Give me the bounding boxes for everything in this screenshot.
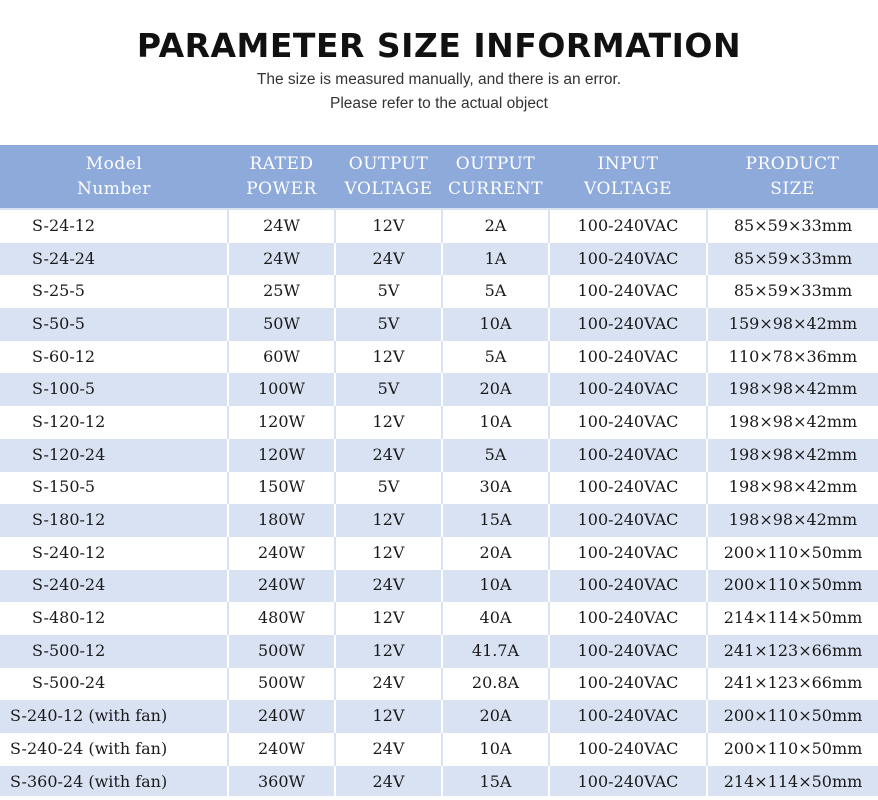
output-voltage-cell: 12V <box>335 634 442 667</box>
output-voltage-cell: 12V <box>335 699 442 732</box>
output-voltage-cell: 12V <box>335 503 442 536</box>
input-voltage-cell: 100-240VAC <box>549 372 707 405</box>
table-row <box>0 471 878 504</box>
input-voltage-cell: 100-240VAC <box>549 667 707 700</box>
page-title: PARAMETER SIZE INFORMATION <box>136 26 742 65</box>
input-voltage-cell: 100-240VAC <box>549 634 707 667</box>
model-cell: S-120-12 <box>0 405 228 438</box>
product-size-cell: 198×98×42mm <box>707 471 878 504</box>
table-row <box>0 274 878 307</box>
input-voltage-cell: 100-240VAC <box>549 274 707 307</box>
model-cell: S-100-5 <box>0 372 228 405</box>
model-cell: S-480-12 <box>0 601 228 634</box>
product-size-cell: 214×114×50mm <box>707 765 878 797</box>
input-voltage-cell: 100-240VAC <box>549 536 707 569</box>
subtitle-line-1: The size is measured manually, and there is an error. <box>256 71 622 88</box>
output-voltage-cell: 24V <box>335 569 442 602</box>
rated-power-cell: 500W <box>228 634 335 667</box>
input-voltage-cell: 100-240VAC <box>549 699 707 732</box>
table-row <box>0 372 878 405</box>
product-size-cell: 85×59×33mm <box>707 242 878 275</box>
rated-power-cell: 120W <box>228 438 335 471</box>
output-voltage-cell: 5V <box>335 274 442 307</box>
model-cell: S-360-24 (with fan) <box>0 765 228 797</box>
model-cell: S-120-24 <box>0 438 228 471</box>
output-current-cell: 5A <box>442 274 549 307</box>
table-row <box>0 569 878 602</box>
table-row <box>0 765 878 797</box>
output-current-cell: 20.8A <box>442 667 549 700</box>
product-size-cell: 198×98×42mm <box>707 372 878 405</box>
product-size-cell: 198×98×42mm <box>707 405 878 438</box>
rated-power-cell: 500W <box>228 667 335 700</box>
table-row <box>0 732 878 765</box>
rated-power-cell: 25W <box>228 274 335 307</box>
model-cell: S-240-24 (with fan) <box>0 732 228 765</box>
input-voltage-cell: 100-240VAC <box>549 405 707 438</box>
output-current-cell: 5A <box>442 340 549 373</box>
output-current-cell: 30A <box>442 471 549 504</box>
model-cell: S-60-12 <box>0 340 228 373</box>
output-current-cell: 5A <box>442 438 549 471</box>
output-voltage-cell: 24V <box>335 667 442 700</box>
rated-power-cell: 180W <box>228 503 335 536</box>
model-cell: S-240-12 (with fan) <box>0 699 228 732</box>
model-cell: S-50-5 <box>0 307 228 340</box>
output-current-cell: 40A <box>442 601 549 634</box>
rated-power-cell: 120W <box>228 405 335 438</box>
parameter-table <box>0 145 878 796</box>
table-row <box>0 307 878 340</box>
rated-power-cell: 150W <box>228 471 335 504</box>
model-cell: S-24-12 <box>0 209 228 242</box>
product-size-cell: 198×98×42mm <box>707 503 878 536</box>
output-voltage-cell: 5V <box>335 372 442 405</box>
output-voltage-cell: 12V <box>335 340 442 373</box>
output-current-cell: 10A <box>442 569 549 602</box>
output-current-cell: 41.7A <box>442 634 549 667</box>
model-cell: S-500-24 <box>0 667 228 700</box>
input-voltage-cell: 100-240VAC <box>549 601 707 634</box>
rated-power-cell: 480W <box>228 601 335 634</box>
subtitle-line-2: Please refer to the actual object <box>330 95 548 112</box>
input-voltage-cell: 100-240VAC <box>549 569 707 602</box>
product-size-cell: 214×114×50mm <box>707 601 878 634</box>
output-current-cell: 20A <box>442 536 549 569</box>
output-voltage-cell: 24V <box>335 438 442 471</box>
table-row <box>0 601 878 634</box>
column-header-input-voltage: INPUT VOLTAGE <box>549 145 707 209</box>
output-voltage-cell: 24V <box>335 732 442 765</box>
rated-power-cell: 360W <box>228 765 335 797</box>
product-size-cell: 85×59×33mm <box>707 274 878 307</box>
rated-power-cell: 240W <box>228 536 335 569</box>
product-size-cell: 200×110×50mm <box>707 732 878 765</box>
output-voltage-cell: 5V <box>335 307 442 340</box>
product-size-cell: 110×78×36mm <box>707 340 878 373</box>
input-voltage-cell: 100-240VAC <box>549 503 707 536</box>
product-size-cell: 241×123×66mm <box>707 634 878 667</box>
product-size-cell: 200×110×50mm <box>707 569 878 602</box>
model-cell: S-180-12 <box>0 503 228 536</box>
output-voltage-cell: 12V <box>335 209 442 242</box>
rated-power-cell: 240W <box>228 732 335 765</box>
table-row <box>0 405 878 438</box>
column-header-output-voltage: OUTPUT VOLTAGE <box>335 145 442 209</box>
column-header-product-size: PRODUCT SIZE <box>707 145 878 209</box>
model-cell: S-24-24 <box>0 242 228 275</box>
input-voltage-cell: 100-240VAC <box>549 765 707 797</box>
output-current-cell: 15A <box>442 503 549 536</box>
output-current-cell: 1A <box>442 242 549 275</box>
product-size-cell: 198×98×42mm <box>707 438 878 471</box>
output-voltage-cell: 24V <box>335 765 442 797</box>
column-header-rated-power: RATED POWER <box>228 145 335 209</box>
product-size-cell: 159×98×42mm <box>707 307 878 340</box>
column-header-model: Model Number <box>0 145 228 209</box>
table-row <box>0 209 878 242</box>
input-voltage-cell: 100-240VAC <box>549 340 707 373</box>
rated-power-cell: 240W <box>228 699 335 732</box>
product-size-cell: 241×123×66mm <box>707 667 878 700</box>
product-size-cell: 85×59×33mm <box>707 209 878 242</box>
model-cell: S-240-24 <box>0 569 228 602</box>
table-row <box>0 340 878 373</box>
product-size-cell: 200×110×50mm <box>707 536 878 569</box>
table-header-row <box>0 145 878 209</box>
output-current-cell: 20A <box>442 699 549 732</box>
model-cell: S-500-12 <box>0 634 228 667</box>
output-current-cell: 20A <box>442 372 549 405</box>
table-row <box>0 536 878 569</box>
output-current-cell: 10A <box>442 732 549 765</box>
input-voltage-cell: 100-240VAC <box>549 438 707 471</box>
rated-power-cell: 100W <box>228 372 335 405</box>
rated-power-cell: 50W <box>228 307 335 340</box>
table-row <box>0 667 878 700</box>
input-voltage-cell: 100-240VAC <box>549 471 707 504</box>
output-voltage-cell: 24V <box>335 242 442 275</box>
output-current-cell: 15A <box>442 765 549 797</box>
model-cell: S-25-5 <box>0 274 228 307</box>
input-voltage-cell: 100-240VAC <box>549 209 707 242</box>
output-voltage-cell: 12V <box>335 536 442 569</box>
table-row <box>0 242 878 275</box>
rated-power-cell: 24W <box>228 242 335 275</box>
output-current-cell: 10A <box>442 307 549 340</box>
output-voltage-cell: 12V <box>335 601 442 634</box>
output-current-cell: 2A <box>442 209 549 242</box>
input-voltage-cell: 100-240VAC <box>549 307 707 340</box>
input-voltage-cell: 100-240VAC <box>549 732 707 765</box>
output-voltage-cell: 12V <box>335 405 442 438</box>
model-cell: S-240-12 <box>0 536 228 569</box>
table-row <box>0 634 878 667</box>
table-row <box>0 438 878 471</box>
output-voltage-cell: 5V <box>335 471 442 504</box>
table-body <box>0 209 878 796</box>
rated-power-cell: 240W <box>228 569 335 602</box>
model-cell: S-150-5 <box>0 471 228 504</box>
table-row <box>0 503 878 536</box>
product-size-cell: 200×110×50mm <box>707 699 878 732</box>
column-header-output-current: OUTPUT CURRENT <box>442 145 549 209</box>
rated-power-cell: 60W <box>228 340 335 373</box>
output-current-cell: 10A <box>442 405 549 438</box>
table-row <box>0 699 878 732</box>
input-voltage-cell: 100-240VAC <box>549 242 707 275</box>
rated-power-cell: 24W <box>228 209 335 242</box>
